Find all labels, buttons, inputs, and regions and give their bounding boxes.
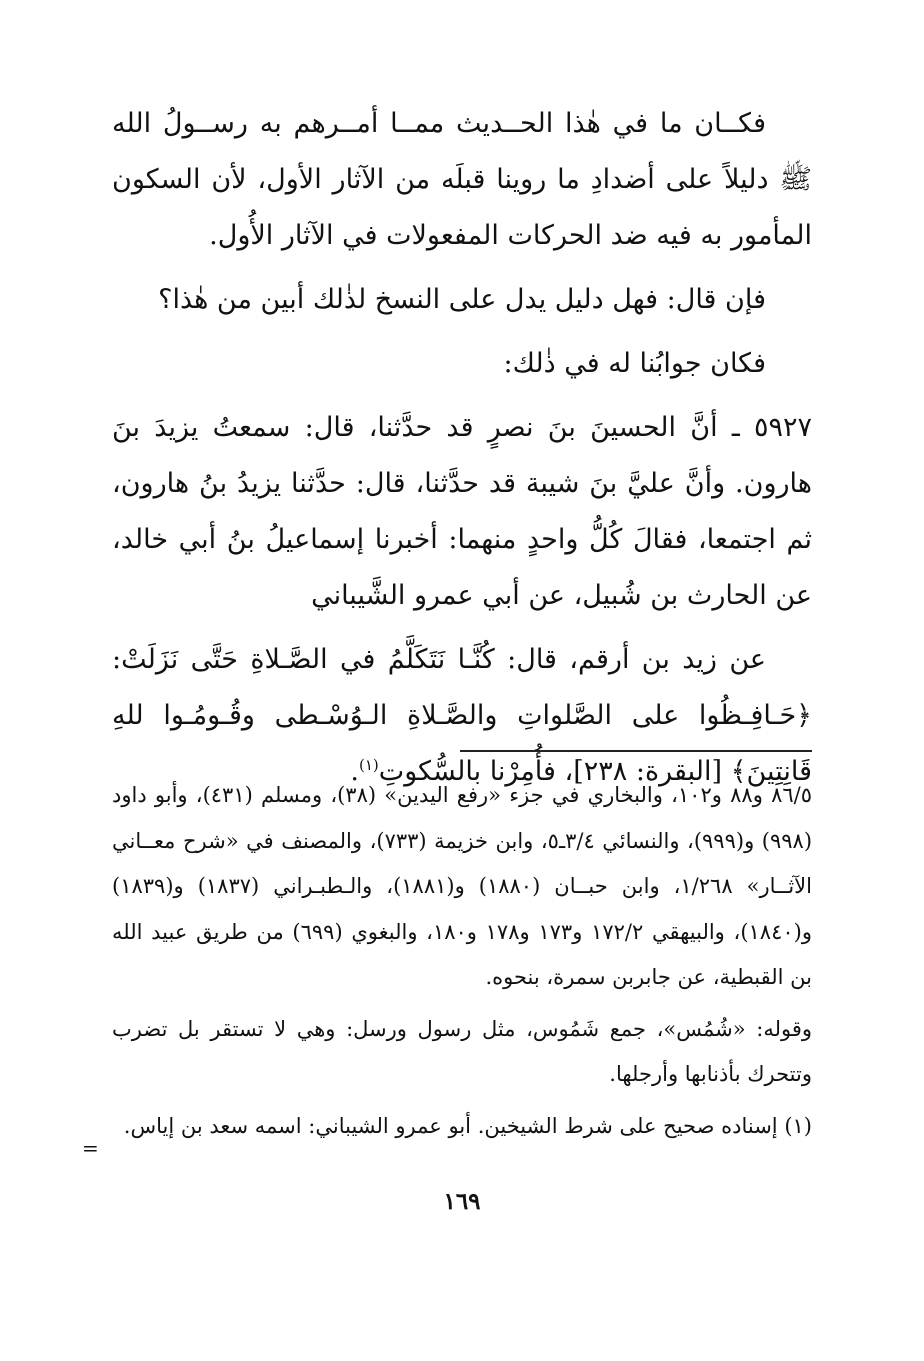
continuation-mark: = xyxy=(82,1136,99,1160)
footnote-1: (١) إسناده صحيح على شرط الشيخين. أبو عمرو الشيباني: اسمه سعد بن إياس. xyxy=(123,1113,812,1138)
paragraph-1: فكــان ما في هٰذا الحــديث ممــا أمــرهم به رســولُ الله ﷺ دليلاً على أضدادِ ما روينا قبلَه من الآثار الأول، لأن السكون المأمور به فيه ضد الحركات المفعولات في الآثار الأُول. xyxy=(112,108,812,251)
page-number: ١٦٩ xyxy=(443,1188,481,1215)
footnote-divider xyxy=(460,750,812,752)
quran-verse: ﴿حَـافِـظُوا على الصَّلواتِ والصَّـلاةِ الـوُسْـطى وقُـومُـوا للهِ قَانِتِينَ﴾ xyxy=(112,700,812,787)
paragraph-answer-intro: فكان جوابُنا له في ذٰلك: xyxy=(503,348,766,379)
hadith-isnad: ٥٩٢٧ ـ أنَّ الحسينَ بنَ نصرٍ قد حدَّثنا، قال: سمعتُ يزيدَ بنَ هارون. وأنَّ عليَّ بنَ شيبة قد حدَّثنا، قال: حدَّثنا يزيدُ بنُ هارون، ثم اجتمعا، فقالَ كُلُّ واحدٍ منهما: أخبرنا إسماعيلُ بنُ أبي خالد، عن الحارث بن شُبيل، عن أبي عمرو الشَّيباني xyxy=(112,412,812,611)
verse-reference: [البقرة: ٢٣٨]، فأُمِرْنا بالسُّكوتِ xyxy=(378,756,723,787)
main-text xyxy=(112,96,812,808)
paragraph-question: فإن قال: فهل دليل يدل على النسخ لذٰلك أبين من هٰذا؟ xyxy=(158,284,766,315)
end-punctuation: . xyxy=(350,756,359,787)
footnote-marker: (١) xyxy=(359,756,379,774)
hadith-text: عن زيد بن أرقم، قال: كُنَّـا نَتَكَلَّمُ في الصَّـلاةِ حَتَّى نَزَلَتْ: xyxy=(112,644,766,675)
footnotes xyxy=(112,773,812,1155)
footnote-explanation: وقوله: «شُمُس»، جمع شَمُوس، مثل رسول ورسل: وهي لا تستقر بل تضرب وتتحرك بأذنابها وأرجلها. xyxy=(112,1016,812,1086)
footnote-continuation: ٨٦/٥ و٨٨ و١٠٢، والبخاري في جزء «رفع اليدين» (٣٨)، ومسلم (٤٣١)، وأبو داود (٩٩٨) و(٩٩٩)، والنسائي ٣/٤ـ٥، وابن خزيمة (٧٣٣)، والمصنف في «شرح معــاني الآثــار» ١/٢٦٨، وابن حبــان (١٨٨٠) و(١٨٨١)، والـطبـراني (١٨٣٧) و(١٨٣٩) و(١٨٤٠)، والبيهقي ١٧٢/٢ و١٧٣ و١٧٨ و١٨٠، والبغوي (٦٩٩) من طريق عبيد الله بن القبطية، عن جابربن سمرة، بنحوه. xyxy=(112,783,813,989)
